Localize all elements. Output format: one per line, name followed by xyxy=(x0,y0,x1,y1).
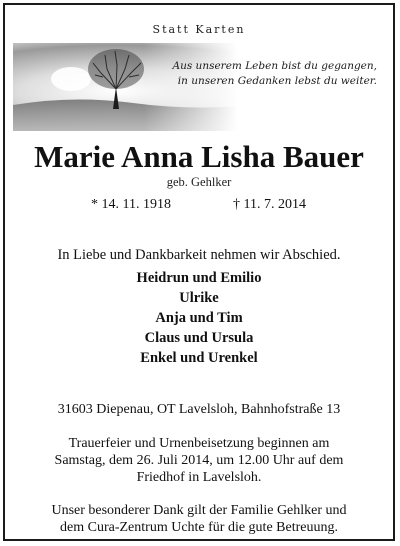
obituary-card xyxy=(3,3,395,541)
mourner: Ulrike xyxy=(179,290,219,306)
death-date: † 11. 7. 2014 xyxy=(233,197,306,212)
mourner: Enkel und Urenkel xyxy=(140,350,258,366)
mourners-list xyxy=(5,268,393,368)
thanks-line: dem Cura-Zentrum Uchte für die gute Betreuung. xyxy=(60,520,338,535)
quote xyxy=(137,59,377,89)
ceremony-line: Samstag, dem 26. Juli 2014, um 12.00 Uhr auf dem xyxy=(54,453,344,468)
address: 31603 Diepenau, OT Lavelsloh, Bahnhofstraße 13 xyxy=(57,402,341,417)
mourner: Heidrun und Emilio xyxy=(136,270,262,286)
thanks-note xyxy=(5,502,393,536)
ceremony-info xyxy=(5,435,393,486)
header-statt-karten: Statt Karten xyxy=(152,23,246,36)
quote-line-2: in unseren Gedanken lebst du weiter. xyxy=(177,75,377,87)
quote-line-1: Aus unserem Leben bist du gegangen, xyxy=(172,60,377,72)
deceased-name: Marie Anna Lisha Bauer xyxy=(34,139,364,174)
maiden-name: geb. Gehlker xyxy=(166,175,232,189)
tree-banner xyxy=(13,43,387,131)
mourner: Claus und Ursula xyxy=(144,330,254,346)
life-dates xyxy=(5,197,393,217)
thanks-line: Unser besonderer Dank gilt der Familie Gehlker und xyxy=(51,503,347,518)
farewell-text: In Liebe und Dankbarkeit nehmen wir Abschied. xyxy=(57,247,341,263)
birth-date: * 14. 11. 1918 xyxy=(91,197,171,212)
mourner: Anja und Tim xyxy=(155,310,243,326)
ceremony-line: Trauerfeier und Urnenbeisetzung beginnen am xyxy=(68,436,330,451)
ceremony-line: Friedhof in Lavelsloh. xyxy=(136,470,262,485)
